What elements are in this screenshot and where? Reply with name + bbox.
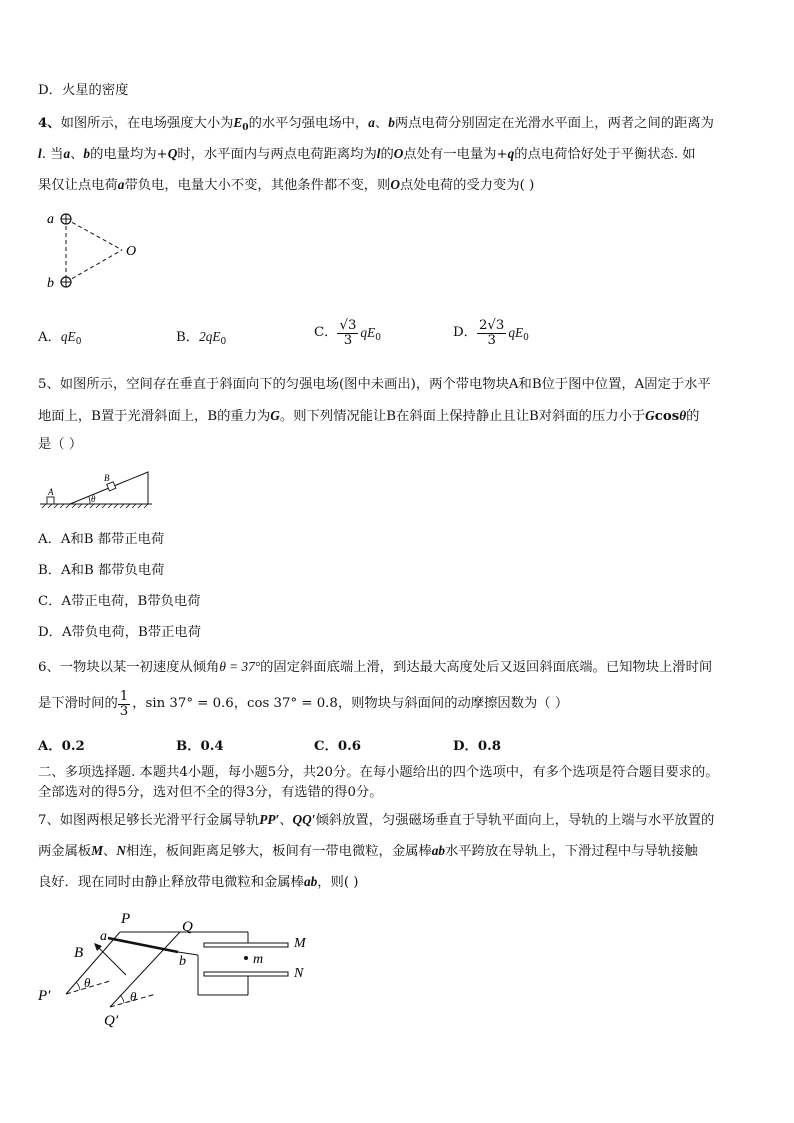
q5-var-theta: θ [679,408,687,423]
q5-fig-block-a [47,497,54,504]
q5-option-a: A．A和B 都带正电荷 [38,532,165,547]
q6-text: 的固定斜面底端上滑，到达最大高度处后又返回斜面底端。已知物块上滑时间 [260,660,713,675]
q5-text: 。则下列情况能让B在斜面上保持静止且让B对斜面的压力小于 [279,409,646,424]
q6-option-a: A．0.2 [38,739,85,754]
q4-option-d-num: 2√3 [478,318,505,333]
q6-text: ， [233,696,248,712]
q4-option-a-label: A． [38,330,61,345]
q7-var-qq: QQ′ [292,812,316,827]
q7-fig-label-m-plate: M [294,936,306,951]
q6-frac-num: 1 [119,689,129,704]
q5-var-G: G [270,408,280,423]
q7-text: 相连，板间距离足够大，板间有一带电微粒，金属棒 [125,844,432,859]
q7-text: 两金属板 [38,844,92,859]
q4-option-d-sub: 0 [523,332,529,343]
q7-var-ab: ab [303,874,318,889]
q7-fig-label-q: Q [182,919,193,935]
q5-cos: cos [654,409,680,424]
q5-figure [40,470,155,512]
q5-line-1: 5、如图所示，空间存在垂直于斜面向下的匀强电场(图中未画出)，两个带电物块A和B位于图中位置，A固定于水平 [38,377,711,392]
q6-option-c: C．0.6 [314,739,362,754]
q4-line-1 [38,115,714,134]
q4-var-O: O [393,146,404,161]
q7-line-1 [38,812,714,830]
q7-figure [38,905,328,1030]
q4-option-c-den: 3 [343,332,353,348]
q4-option-c-num: √3 [339,318,357,333]
q7-fig-label-b: b [179,954,186,969]
q7-text: 良好．现在同时由静止释放带电微粒和金属棒 [38,875,304,890]
q4-option-c-tail: qE [360,325,376,341]
q4-text: 的 [380,147,394,162]
q4-var-l: l [38,146,42,161]
q7-fig-label-m-particle: m [253,952,264,967]
q6-theta-eq: θ = 37° [219,659,261,674]
q7-text: 、 [279,813,293,828]
q6-line-2 [38,690,568,719]
q4-option-d-den: 3 [487,332,496,348]
q4-fig-label-o: O [126,244,137,259]
q4-var-q: q [507,146,515,161]
q6-frac-den: 3 [119,703,129,719]
q6-option-d: D．0.8 [453,739,501,754]
q4-text: 的点电荷恰好处于平衡状态. 如 [514,147,696,162]
q7-text: 倾斜放置，匀强磁场垂直于导轨平面向上，导轨的上端与水平放置的 [315,813,715,828]
q6-line-1 [38,659,712,677]
q4-text: 点处有一电量为+ [403,147,508,162]
q5-option-b: B．A和B 都带负电荷 [38,563,165,578]
q4-option-b [176,329,226,348]
q4-line-3 [38,177,534,195]
q4-number: 4、 [38,116,61,131]
q5-fig-label-theta: θ [91,494,96,504]
q4-text: 、 [374,116,389,131]
q7-var-pp: PP′ [259,812,280,827]
q5-fig-label-a: A [48,487,54,497]
q6-text: ，则物块与斜面间的动摩擦因数为（ ） [337,696,569,712]
q4-option-a-value: qE [60,329,76,344]
q4-option-d-label: D． [453,325,477,341]
q7-fig-label-n-plate: N [294,966,304,981]
q4-option-c-fraction [337,319,358,348]
q4-text: 、 [70,147,84,162]
q4-option-b-value: 2qE [199,329,221,344]
q6-fraction [118,690,130,719]
q4-var-l: l [376,146,381,161]
q7-fig-label-p: P [121,911,131,927]
q4-var-a: a [63,146,71,161]
q4-fig-bo-line [66,250,122,282]
q4-var-a: a [117,177,125,192]
q4-option-b-sub: 0 [220,337,227,347]
q4-text: 的电量均为+ [90,147,168,162]
q4-line-2 [38,146,696,164]
q5-fig-label-b: B [104,473,110,483]
q4-text: 果仅让点电荷 [38,178,118,193]
q4-option-d-tail: qE [508,325,524,341]
q5-line-3: 是（ ） [38,437,83,452]
q4-option-c [314,319,381,348]
q7-fig-plate-m [204,943,288,947]
q6-text: 是下滑时间的 [38,696,118,712]
q4-text: 时，水平面内与两点电荷距离均为 [177,147,377,162]
q7-fig-label-theta-2: θ [130,989,137,1004]
q4-text: 的水平匀强电场中， [248,116,369,131]
q5-text: 的 [686,409,700,424]
q4-text: . 当 [41,147,64,162]
q5-fig-angle-arc [89,497,90,504]
q5-var-G: G [645,408,655,423]
q4-option-c-sub: 0 [375,332,381,343]
q6-option-b: B．0.4 [176,739,224,754]
q5-text: 地面上，B置于光滑斜面上，B的重力为 [38,409,271,424]
q4-option-a-sub: 0 [75,337,82,347]
q6-cos: cos 37° = 0.8 [247,696,338,712]
q4-var-b: b [83,146,91,161]
q4-text: 如图所示，在电场强度大小为 [60,116,234,131]
q5-option-d: D．A带负电荷，B带正电荷 [38,625,202,640]
q7-var-ab: ab [431,843,446,858]
q7-fig-label-a: a [100,929,107,944]
q4-option-c-label: C． [314,325,338,341]
q7-var-m: M [91,843,104,858]
q4-figure [40,205,150,295]
q4-var-Q: Q [167,146,178,161]
q7-line-3 [38,874,358,892]
q4-fig-ao-line [66,219,122,250]
q4-fig-label-a: a [47,212,54,227]
section2-line-1: 二、多项选择题. 本题共4小题，每小题5分，共20分。在每小题给出的四个选项中，有多个选项是符合题目要求的。 [38,765,719,780]
q7-fig-rail-pp [66,932,120,994]
q6-text: ， [132,696,146,712]
q4-option-d-fraction [477,319,506,348]
q4-var-E: E [233,115,243,130]
q4-option-a [38,329,81,348]
q7-fig-label-theta-1: θ [84,975,91,990]
q7-text: ，则( ) [317,875,359,890]
q4-var-b: b [388,115,395,130]
q7-text: 水平跨放在导轨上，下滑过程中与导轨接触 [445,844,698,859]
q7-fig-field-arrow [96,945,126,975]
q5-fig-block-b [107,482,116,491]
q4-var-O: O [390,177,400,192]
q7-fig-particle [244,956,248,960]
q4-text: 点处电荷的受力变为( ) [399,178,535,193]
q4-var-a: a [368,115,375,130]
q4-text: 带负电，电量大小不变，其他条件都不变，则 [124,178,391,193]
q7-text: 、 [103,844,117,859]
q5-option-c: C．A带正电荷，B带负电荷 [38,594,201,609]
q6-sin: sin 37° = 0.6 [145,696,234,712]
section2-line-2: 全部选对的得5分，选对但不全的得3分，有选错的得0分。 [38,785,383,800]
q7-line-2 [38,843,698,861]
q7-var-n: N [116,843,126,858]
q4-option-d [453,319,529,348]
q6-text: 6、一物块以某一初速度从倾角 [38,660,220,675]
q7-fig-label-field-b: B [74,945,84,961]
q5-line-2 [38,408,699,426]
q7-fig-label-q-prime: Q′ [104,1013,119,1029]
q3-option-d: D．火星的密度 [38,83,129,98]
q7-text: 7、如图两根足够长光滑平行金属导轨 [38,813,260,828]
q4-fig-label-b: b [47,276,54,291]
q7-fig-label-p-prime: P′ [38,988,51,1004]
q4-var-E-sub: 0 [242,123,249,133]
q4-text: 两点电荷分别固定在光滑水平面上，两者之间的距离为 [394,116,714,131]
q4-option-b-label: B． [176,330,200,345]
q7-fig-plate-n [204,972,288,976]
